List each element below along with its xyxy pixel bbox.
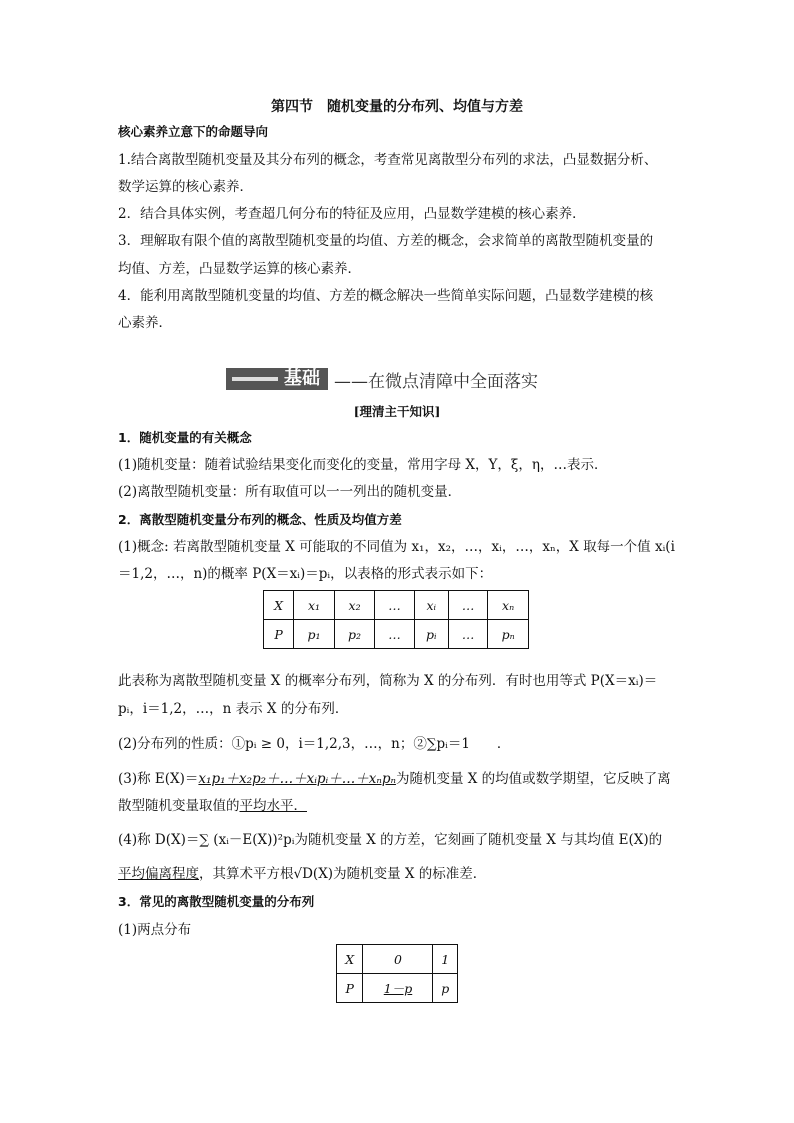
intro-line: 3．理解取有限个值的离散型随机变量的均值、方差的概念，会求简单的离散型随机变量的 [118, 233, 654, 249]
intro-line: 均值、方差，凸显数学运算的核心素养． [118, 261, 361, 277]
s1-line: (2)离散型随机变量：所有取值可以一一列出的随机变量． [118, 484, 462, 500]
text-segment: (3)称 E(X)＝ [118, 771, 199, 787]
s2-line: (2)分布列的性质：①pᵢ ≥ 0，i＝1,2,3，…，n；②∑pᵢ＝1 ． [118, 736, 511, 752]
banner-subtitle: ——在微点清障中全面落实 [334, 371, 538, 392]
table-row [337, 945, 458, 974]
table-row [264, 591, 529, 620]
banner-tag: 基础 [282, 368, 328, 390]
table-cell: xₙ [488, 591, 529, 620]
intro-line: 1.结合离散型随机变量及其分布列的概念，考查常见离散型分布列的求法，凸显数据分析、 [118, 152, 658, 168]
table-cell: pᵢ [414, 620, 448, 649]
text-segment: ，其算术平方根√D(X)为随机变量 X 的标准差． [199, 866, 487, 882]
s2-line [118, 864, 678, 884]
s2-line [118, 796, 678, 816]
table-cell: 1 [433, 945, 458, 974]
s3-line: (1)两点分布 [118, 922, 192, 938]
distribution-table [263, 590, 529, 649]
s1-line: (1)随机变量：随着试验结果变化而变化的变量，常用字母 X，Y，ξ，η，…表示． [118, 457, 608, 473]
intro-line: 4．能利用离散型随机变量的均值、方差的概念解决一些简单实际问题，凸显数学建模的核 [118, 288, 654, 304]
s2-line: 此表称为离散型随机变量 X 的概率分布列，简称为 X 的分布列．有时也用等式 P(X＝xᵢ)＝ [118, 673, 658, 689]
s2-line: ＝1,2，…，n)的概率 P(X＝xᵢ)＝pᵢ，以表格的形式表示如下： [118, 566, 493, 582]
table-cell: p [433, 974, 458, 1003]
table-cell: 1－p [363, 974, 433, 1003]
s2-line [118, 769, 678, 789]
table-cell: P [337, 974, 363, 1003]
s2-line: (1)概念: 若离散型随机变量 X 可能取的不同值为 x₁，x₂，…，xᵢ，…，xₙ，X 取每一个值 xᵢ(i [118, 539, 675, 555]
intro-line: 2．结合具体实例，考查超几何分布的特征及应用，凸显数学建模的核心素养． [118, 206, 586, 222]
table-cell: pₙ [488, 620, 529, 649]
text-segment: 散型随机变量取值的 [118, 798, 240, 814]
table-cell: p₁ [294, 620, 335, 649]
banner-bar-graphic [226, 368, 282, 390]
s3-heading: 3．常见的离散型随机变量的分布列 [118, 894, 315, 909]
underlined-term: 平均水平． [239, 798, 307, 814]
table-cell: x₁ [294, 591, 335, 620]
section-banner [226, 366, 538, 392]
table-cell: xᵢ [414, 591, 448, 620]
text-segment: 为随机变量 X 的均值或数学期望，它反映了离 [395, 771, 671, 787]
table-cell: P [264, 620, 294, 649]
table-row [264, 620, 529, 649]
table-cell: … [375, 620, 414, 649]
table-cell: … [448, 620, 487, 649]
s2-line: pᵢ，i＝1,2，…，n 表示 X 的分布列． [118, 701, 349, 717]
s2-line: (4)称 D(X)＝∑ (xᵢ－E(X))²pᵢ为随机变量 X 的方差，它刻画了随机变量 X 与其均值 E(X)的 [118, 832, 663, 848]
table-cell: p₂ [334, 620, 375, 649]
intro-heading: 核心素养立意下的命题导向 [118, 124, 269, 139]
table-cell: 0 [363, 945, 433, 974]
underlined-formula: x₁p₁＋x₂p₂＋…＋xᵢpᵢ＋…＋xₙpₙ [198, 771, 396, 787]
table-cell: X [337, 945, 363, 974]
table-cell: x₂ [334, 591, 375, 620]
section-label: [理清主干知识] [353, 404, 441, 419]
table-cell: X [264, 591, 294, 620]
table-cell: … [375, 591, 414, 620]
table-row [337, 974, 458, 1003]
intro-line: 数学运算的核心素养． [118, 179, 253, 195]
section-title: 第四节 随机变量的分布列、均值与方差 [271, 99, 523, 115]
two-point-table [336, 944, 458, 1003]
underlined-term: 平均偏离程度 [118, 866, 199, 882]
table-cell: … [448, 591, 487, 620]
intro-line: 心素养． [118, 315, 172, 331]
s1-heading: 1．随机变量的有关概念 [118, 430, 252, 445]
s2-heading: 2．离散型随机变量分布列的概念、性质及均值方差 [118, 512, 402, 527]
